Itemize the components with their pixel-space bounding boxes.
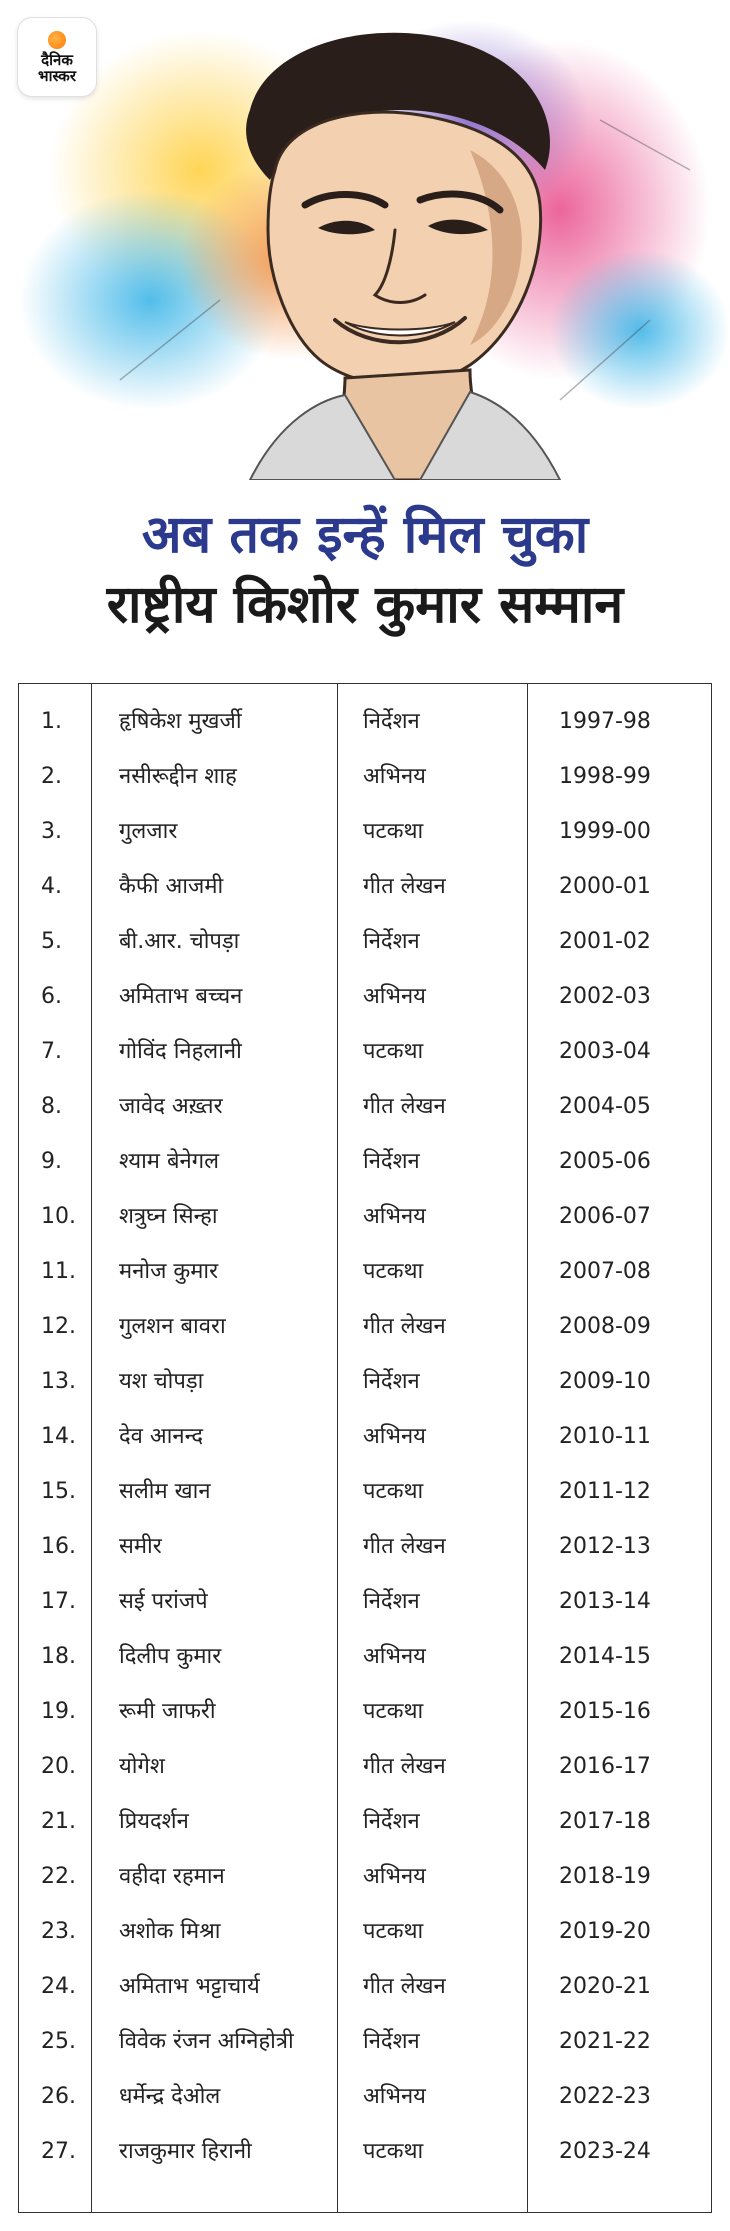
award-category: अभिनय [363, 984, 426, 1009]
award-year: 2023-24 [559, 2139, 651, 2164]
award-category: निर्देशन [363, 2029, 420, 2054]
row-number: 15. [41, 1479, 76, 1504]
award-category: अभिनय [363, 2084, 426, 2109]
table-row [19, 1519, 711, 1574]
row-number: 21. [41, 1809, 76, 1834]
row-number: 22. [41, 1864, 76, 1889]
row-number: 18. [41, 1644, 76, 1669]
award-category: निर्देशन [363, 929, 420, 954]
table-row [19, 1354, 711, 1409]
awardee-name: देव आनन्द [119, 1424, 204, 1449]
awardee-name: नसीरूद्दीन शाह [119, 764, 237, 789]
row-number: 10. [41, 1204, 76, 1229]
awards-table [18, 683, 712, 2213]
row-number: 2. [41, 764, 62, 789]
award-category: गीत लेखन [363, 1314, 446, 1339]
table-row [19, 1409, 711, 1464]
row-number: 12. [41, 1314, 76, 1339]
award-year: 2008-09 [559, 1314, 651, 1339]
award-year: 2007-08 [559, 1259, 651, 1284]
awardee-name: यश चोपड़ा [119, 1369, 204, 1394]
row-number: 6. [41, 984, 62, 1009]
awardee-name: वहीदा रहमान [119, 1864, 225, 1889]
award-category: अभिनय [363, 764, 426, 789]
table-row [19, 969, 711, 1024]
award-year: 2000-01 [559, 874, 651, 899]
awardee-name: कैफी आजमी [119, 874, 224, 899]
row-number: 11. [41, 1259, 76, 1284]
award-category: गीत लेखन [363, 874, 446, 899]
table-row [19, 1959, 711, 2014]
table-row [19, 749, 711, 804]
row-number: 23. [41, 1919, 76, 1944]
awardee-name: सलीम खान [119, 1479, 211, 1504]
awardee-name: गुलजार [119, 819, 178, 844]
awardee-name: जावेद अख़्तर [119, 1094, 223, 1119]
award-year: 2022-23 [559, 2084, 651, 2109]
dainik-bhaskar-logo [18, 18, 96, 96]
award-category: निर्देशन [363, 1369, 420, 1394]
row-number: 1. [41, 709, 62, 734]
award-category: पटकथा [363, 819, 424, 844]
award-category: पटकथा [363, 1039, 424, 1064]
awardee-name: शत्रुघ्न सिन्हा [119, 1204, 218, 1229]
row-number: 9. [41, 1149, 62, 1174]
award-category: पटकथा [363, 1699, 424, 1724]
headline [0, 500, 730, 640]
award-year: 2021-22 [559, 2029, 651, 2054]
award-year: 2017-18 [559, 1809, 651, 1834]
awardee-name: सई परांजपे [119, 1589, 208, 1614]
table-row [19, 1244, 711, 1299]
award-category: अभिनय [363, 1424, 426, 1449]
awardee-name: बी.आर. चोपड़ा [119, 929, 240, 954]
awardee-name: गुलशन बावरा [119, 1314, 226, 1339]
award-year: 2015-16 [559, 1699, 651, 1724]
award-category: अभिनय [363, 1644, 426, 1669]
logo-text-line2: भास्कर [38, 66, 76, 85]
awardee-name: अमिताभ भट्टाचार्य [119, 1974, 260, 1999]
table-row [19, 804, 711, 859]
row-number: 17. [41, 1589, 76, 1614]
award-year: 1997-98 [559, 709, 651, 734]
table-row [19, 1189, 711, 1244]
award-category: निर्देशन [363, 1589, 420, 1614]
sun-icon [48, 31, 66, 49]
award-category: गीत लेखन [363, 1754, 446, 1779]
awardee-name: अशोक मिश्रा [119, 1919, 221, 1944]
table-row [19, 1134, 711, 1189]
row-number: 5. [41, 929, 62, 954]
headline-line2: राष्ट्रीय किशोर कुमार सम्मान [106, 575, 624, 635]
award-year: 2019-20 [559, 1919, 651, 1944]
award-year: 2005-06 [559, 1149, 651, 1174]
award-category: पटकथा [363, 1259, 424, 1284]
award-category: गीत लेखन [363, 1534, 446, 1559]
award-category: अभिनय [363, 1204, 426, 1229]
awardee-name: प्रियदर्शन [119, 1809, 189, 1834]
table-row [19, 1024, 711, 1079]
award-year: 2004-05 [559, 1094, 651, 1119]
table-row [19, 914, 711, 969]
table-row [19, 2069, 711, 2124]
awardee-name: रूमी जाफरी [119, 1699, 216, 1724]
hero-illustration [0, 0, 730, 480]
award-year: 2006-07 [559, 1204, 651, 1229]
row-number: 26. [41, 2084, 76, 2109]
awardee-name: श्याम बेनेगल [119, 1149, 220, 1174]
awardee-name: योगेश [119, 1754, 165, 1779]
table-row [19, 2124, 711, 2179]
award-year: 2009-10 [559, 1369, 651, 1394]
award-year: 2003-04 [559, 1039, 651, 1064]
award-year: 2002-03 [559, 984, 651, 1009]
row-number: 3. [41, 819, 62, 844]
award-category: निर्देशन [363, 709, 420, 734]
award-category: पटकथा [363, 1919, 424, 1944]
table-row [19, 1629, 711, 1684]
logo-text-line1: दैनिक [41, 50, 73, 69]
award-year: 2014-15 [559, 1644, 651, 1669]
award-year: 2013-14 [559, 1589, 651, 1614]
row-number: 7. [41, 1039, 62, 1064]
awardee-name: दिलीप कुमार [119, 1644, 222, 1669]
table-row [19, 1464, 711, 1519]
award-year: 2016-17 [559, 1754, 651, 1779]
row-number: 16. [41, 1534, 76, 1559]
row-number: 8. [41, 1094, 62, 1119]
awardee-name: अमिताभ बच्चन [119, 984, 243, 1009]
awardee-name: हृषिकेश मुखर्जी [119, 709, 242, 734]
row-number: 19. [41, 1699, 76, 1724]
award-category: निर्देशन [363, 1149, 420, 1174]
table-row [19, 2014, 711, 2069]
table-row [19, 1079, 711, 1134]
row-number: 20. [41, 1754, 76, 1779]
award-category: गीत लेखन [363, 1094, 446, 1119]
table-row [19, 1849, 711, 1904]
row-number: 25. [41, 2029, 76, 2054]
award-category: पटकथा [363, 1479, 424, 1504]
award-year: 2011-12 [559, 1479, 651, 1504]
table-row [19, 1574, 711, 1629]
row-number: 14. [41, 1424, 76, 1449]
award-year: 2012-13 [559, 1534, 651, 1559]
awardee-name: गोविंद निहलानी [119, 1039, 242, 1064]
award-category: पटकथा [363, 2139, 424, 2164]
table-row [19, 859, 711, 914]
awardee-name: धर्मेन्द्र देओल [119, 2084, 221, 2109]
table-row [19, 1684, 711, 1739]
award-year: 2010-11 [559, 1424, 651, 1449]
awardee-name: राजकुमार हिरानी [119, 2139, 252, 2164]
row-number: 4. [41, 874, 62, 899]
award-year: 1999-00 [559, 819, 651, 844]
award-year: 2018-19 [559, 1864, 651, 1889]
row-number: 13. [41, 1369, 76, 1394]
awardee-name: विवेक रंजन अग्निहोत्री [119, 2029, 294, 2054]
row-number: 27. [41, 2139, 76, 2164]
awardee-name: मनोज कुमार [119, 1259, 219, 1284]
award-year: 2020-21 [559, 1974, 651, 1999]
table-row [19, 694, 711, 749]
headline-line1: अब तक इन्हें मिल चुका [141, 505, 589, 565]
table-row [19, 1904, 711, 1959]
award-year: 2001-02 [559, 929, 651, 954]
portrait-illustration [0, 0, 730, 480]
award-category: निर्देशन [363, 1809, 420, 1834]
table-row [19, 1739, 711, 1794]
table-row [19, 1794, 711, 1849]
awardee-name: समीर [119, 1534, 162, 1559]
row-number: 24. [41, 1974, 76, 1999]
award-category: अभिनय [363, 1864, 426, 1889]
table-row [19, 1299, 711, 1354]
award-year: 1998-99 [559, 764, 651, 789]
award-category: गीत लेखन [363, 1974, 446, 1999]
